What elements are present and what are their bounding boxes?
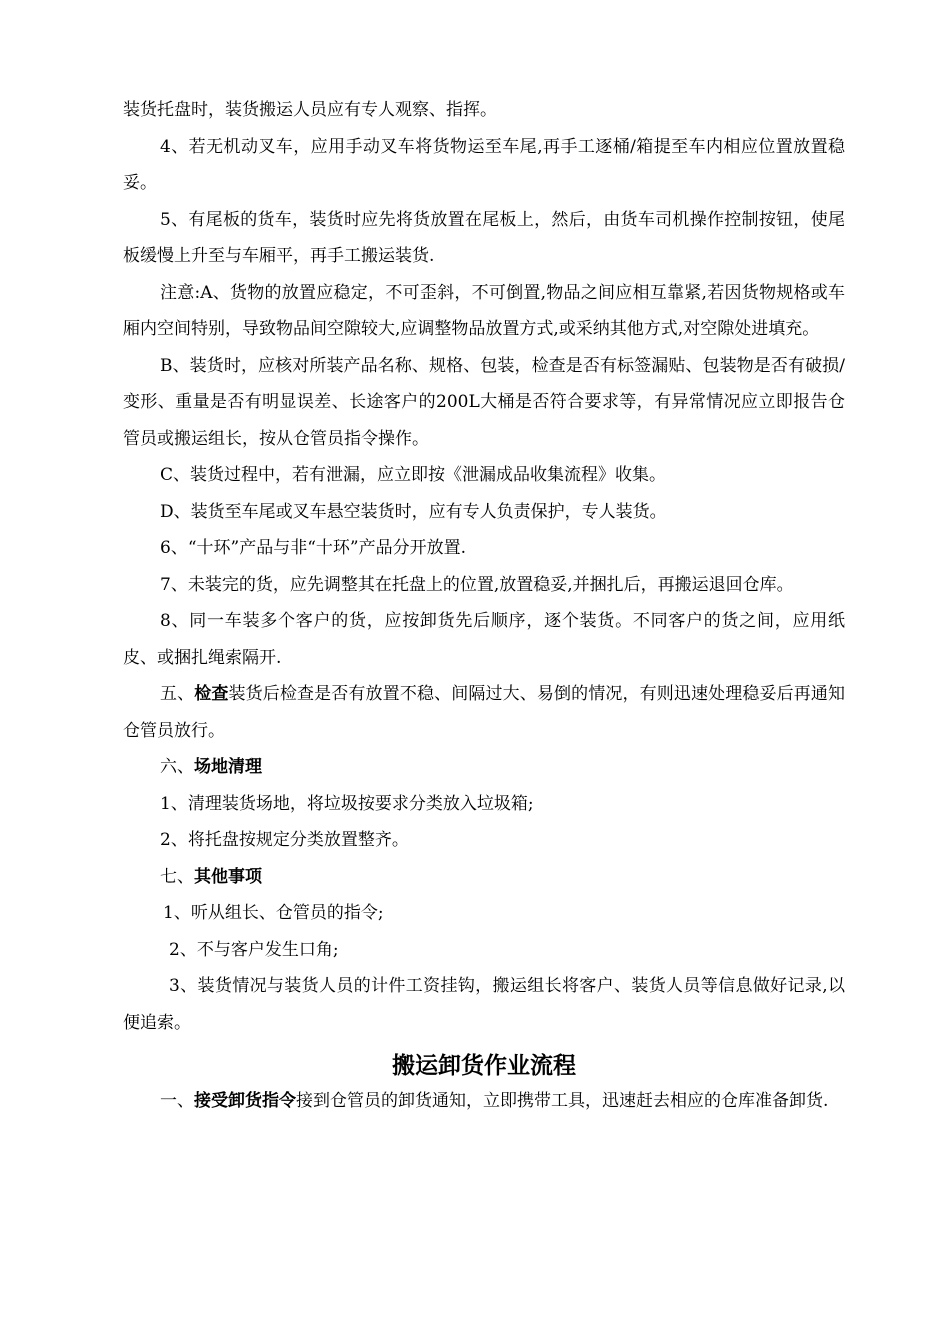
section-7-heading-line (123, 859, 845, 896)
paragraph-step-5: 5、有尾板的货车，装货时应先将货放置在尾板上，然后，由货车司机操作控制按钮，使尾板缓慢上升至与车厢平，再手工搬运装货. (123, 209, 845, 266)
section-6-heading-line (123, 749, 845, 786)
paragraph-note-a: 注意:A、货物的放置应稳定，不可歪斜，不可倒置,物品之间应相互靠紧,若因货物规格或车厢内空间特别，导致物品间空隙较大,应调整物品放置方式,或采纳其他方式,对空隙处进填充。 (123, 282, 845, 339)
paragraph-note-c: C、装货过程中，若有泄漏，应立即按《泄漏成品收集流程》收集。 (160, 465, 667, 485)
paragraph-pallet-loading: 装货托盘时，装货搬运人员应有专人观察、指挥。 (123, 100, 497, 120)
paragraph-step-8: 8、同一车装多个客户的货，应按卸货先后顺序，逐个装货。不同客户的货之间，应用纸皮、或捆扎绳索隔开. (123, 611, 845, 668)
unloading-procedure-title: 搬运卸货作业流程 (392, 1053, 576, 1079)
paragraph-step-7: 7、未装完的货，应先调整其在托盘上的位置,放置稳妥,并捆扎后，再搬运退回仓库。 (160, 574, 794, 595)
section-7-item-3: 3、装货情况与装货人员的计件工资挂钩，搬运组长将客户、装货人员等信息做好记录,以便追索。 (123, 976, 845, 1033)
section-5-text: 装货后检查是否有放置不稳、间隔过大、易倒的情况，有则迅速处理稳妥后再通知仓管员放行。 (123, 684, 846, 741)
unload-section-1-heading: 接受卸货指令 (194, 1091, 296, 1111)
unload-section-1 (123, 1083, 845, 1120)
document-page (123, 92, 845, 1120)
section-6-item-2: 2、将托盘按规定分类放置整齐。 (160, 830, 409, 850)
section-6-heading: 场地清理 (194, 757, 262, 777)
paragraph-step-4: 4、若无机动叉车，应用手动叉车将货物运至车尾,再手工逐桶/箱提至车内相应位置放置稳妥。 (123, 136, 845, 193)
paragraph-note-b: B、装货时，应核对所装产品名称、规格、包装，检查是否有标签漏贴、包装物是否有破损/变形、重量是否有明显误差、长途客户的200L大桶是否符合要求等，有异常情况应立即报告仓管员或搬运组长，按从仓管员指令操作。 (123, 355, 845, 449)
unload-section-1-prefix: 一、 (160, 1091, 194, 1111)
section-5-prefix: 五、 (160, 684, 195, 704)
section-5-heading: 检查 (194, 684, 229, 704)
paragraph-step-6: 6、“十环”产品与非“十环”产品分开放置. (160, 538, 466, 558)
section-7-heading: 其他事项 (194, 866, 262, 887)
section-6-prefix: 六、 (160, 757, 194, 777)
paragraph-note-d: D、装货至车尾或叉车悬空装货时，应有专人负责保护，专人装货。 (160, 501, 667, 522)
section-7-prefix: 七、 (160, 866, 194, 887)
section-7-item-1: 1、听从组长、仓管员的指令; (163, 903, 384, 923)
section-6-item-1: 1、清理装货场地，将垃圾按要求分类放入垃圾箱; (160, 793, 534, 814)
section-7-item-2: 2、不与客户发生口角; (169, 939, 339, 960)
section-5-inspection (123, 676, 845, 749)
unload-section-1-text: 接到仓管员的卸货通知，立即携带工具，迅速赶去相应的仓库准备卸货. (296, 1091, 829, 1111)
